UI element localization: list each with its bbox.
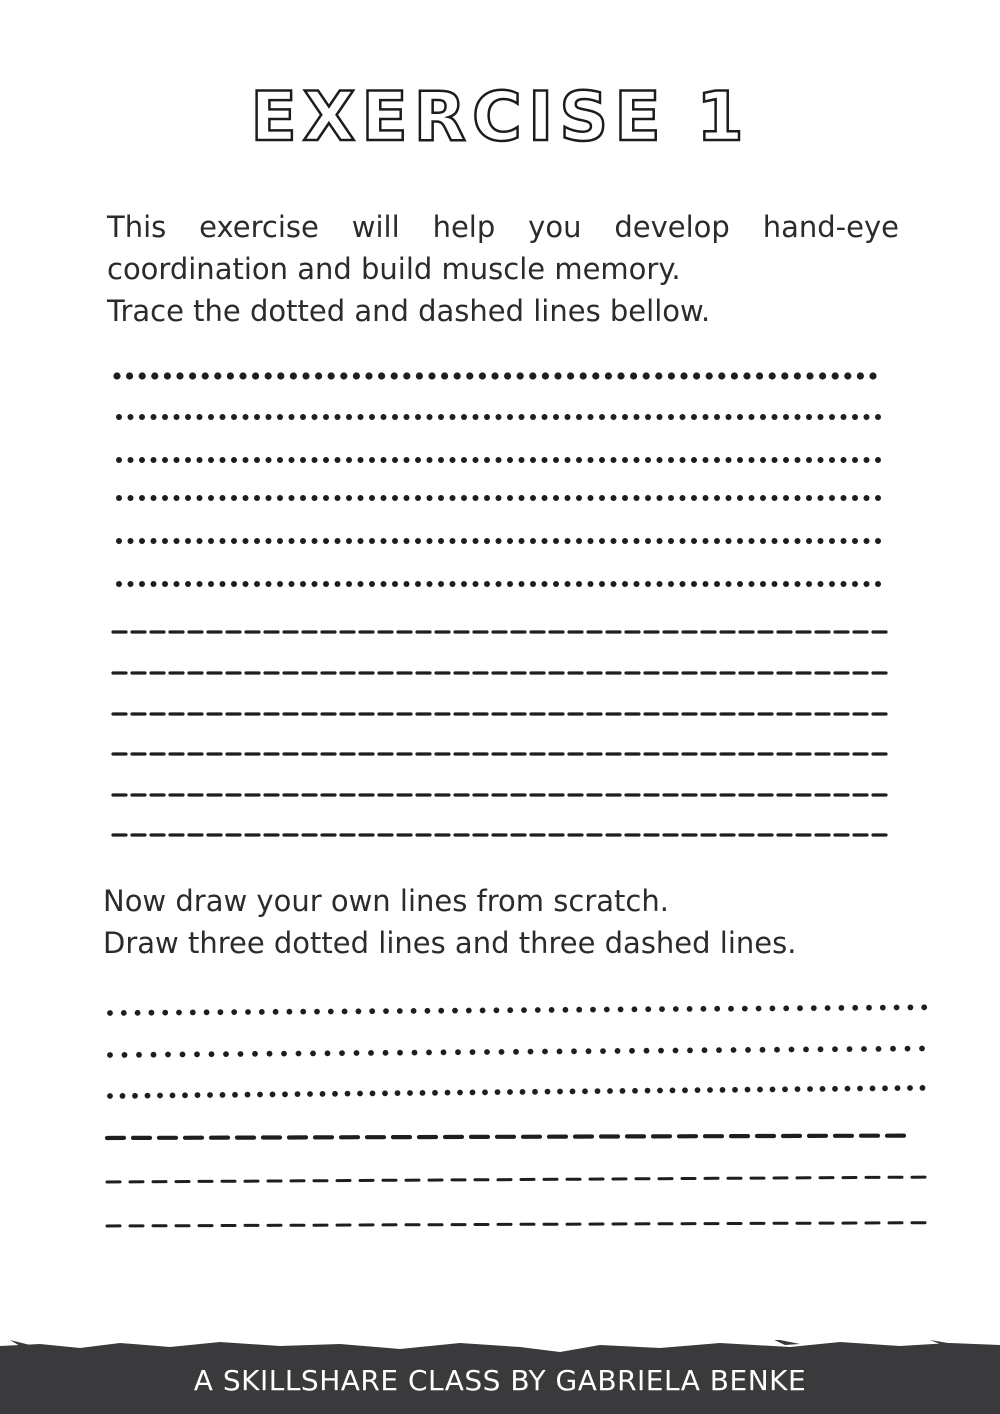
freehand-dashed-line: [107, 1136, 904, 1138]
intro-line-2: coordination and build muscle memory.: [107, 252, 681, 286]
dotted-line: [116, 538, 881, 544]
intro-line-3: Trace the dotted and dashed lines bellow.: [107, 294, 711, 328]
instructions-line-1: Now draw your own lines from scratch.: [103, 884, 669, 918]
freehand-dotted-line: [107, 1085, 925, 1099]
dotted-line: [116, 495, 881, 501]
intro-line-1: This exercise will help you develop hand-eye: [107, 210, 899, 244]
freehand-dashed-line: [107, 1223, 925, 1226]
page-title: EXERCISE 1: [250, 78, 750, 157]
dotted-line: [116, 457, 881, 463]
dotted-line: [116, 414, 881, 420]
freehand-dotted-line: [107, 1004, 927, 1016]
freehand-dotted-line: [107, 1046, 925, 1058]
dotted-line: [116, 581, 881, 587]
footer-credit: A SKILLSHARE CLASS BY GABRIELA BENKE: [193, 1364, 807, 1397]
freehand-dashed-line: [107, 1177, 925, 1182]
dotted-line: [113, 372, 876, 379]
instructions-line-2: Draw three dotted lines and three dashed lines.: [103, 926, 797, 960]
footer-band: [0, 1340, 1000, 1414]
instructions-paragraph: [103, 880, 923, 964]
